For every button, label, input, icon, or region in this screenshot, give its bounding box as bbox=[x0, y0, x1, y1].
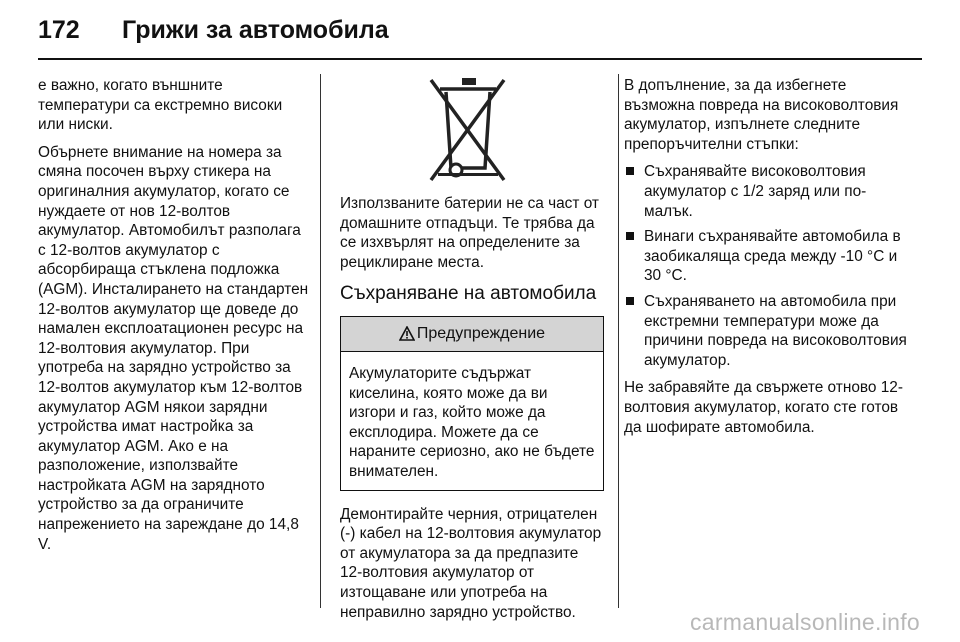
list-item-text: Винаги съхранявайте автомобила в заобикаляща среда между -10 °C и 30 °C. bbox=[644, 228, 901, 285]
warning-triangle-icon bbox=[399, 326, 415, 341]
column-divider bbox=[320, 74, 321, 608]
watermark: carmanualsonline.info bbox=[689, 609, 920, 635]
list-item bbox=[624, 162, 914, 221]
column-divider bbox=[618, 74, 619, 608]
bullet-icon bbox=[626, 167, 634, 175]
warning-title: Предупреждение bbox=[416, 325, 546, 343]
paragraph: е важно, когато външните температури са екстремно високи или ниски. bbox=[38, 77, 283, 134]
paragraph: Не забравяйте да свържете отново 12-волтовия акумулатор, когато сте готов да шофирате автомобила. bbox=[624, 379, 903, 436]
header-rule bbox=[38, 58, 922, 60]
list-item-text: Съхраняването на автомобила при екстремни температури може да причини повреда на високоволтовия акумулатор. bbox=[644, 292, 907, 369]
paragraph: Използваните батерии не са част от домашните отпадъци. Те трябва да се изхвърлят на определените за рециклиране места. bbox=[340, 195, 599, 271]
list-item bbox=[624, 227, 914, 286]
paragraph: В допълнение, за да избегнете възможна повреда на високоволтовия акумулатор, изпълнете следните препоръчителни стъпки: bbox=[624, 77, 899, 153]
warning-box bbox=[340, 316, 604, 491]
bullet-list bbox=[624, 162, 914, 370]
page-number: 172 bbox=[38, 16, 80, 44]
paragraph: Демонтирайте черния, отрицателен (-) кабел на 12-волтовия акумулатор от акумулатора за да предпазите 12-волтовия акумулатор от изтощаване или употреба на неправилно зарядно устройство. bbox=[340, 505, 602, 621]
column-left bbox=[38, 76, 310, 562]
chapter-title: Грижи за автомобила bbox=[122, 16, 389, 44]
crossed-out-wheelie-bin-icon bbox=[428, 76, 508, 184]
bullet-icon bbox=[626, 232, 634, 240]
list-item-text: Съхранявайте високоволтовия акумулатор с 1/2 заряд или по-малък. bbox=[644, 163, 867, 220]
column-right bbox=[624, 76, 914, 445]
warning-header bbox=[341, 317, 603, 352]
section-heading: Съхраняване на автомобила bbox=[340, 283, 597, 305]
paragraph: Обърнете внимание на номера за смяна посочен върху стикера на оригиналния акумулатор, когато се нуждаете от нов 12-волтов акумулатор. Автомобилът разполага с 12-волтов акумулатор с абсорбираща стъклена подложка (AGM). Инсталирането на стандартен 12-волтов акумулатор ще доведе до намален експлоатационен ресурс на 12-волтовия акумулатор. При употреба на зарядно устройство за 12-волтов акумулатор към 12-волтов акумулатор AGM някои зарядни устройства имат настройка за акумулатор AGM. Ако е на разположение, използвайте настройката AGM на зарядното устройство за да ограничите напрежението на зареждане до 14,8 V. bbox=[38, 143, 309, 553]
bullet-icon bbox=[626, 297, 634, 305]
list-item bbox=[624, 292, 914, 370]
warning-body: Акумулаторите съдържат киселина, която може да ви изгори и газ, който може да експлодира. Можете да се нараните сериозно, ако не бъдете внимателен. bbox=[349, 364, 595, 480]
column-middle bbox=[340, 76, 604, 630]
